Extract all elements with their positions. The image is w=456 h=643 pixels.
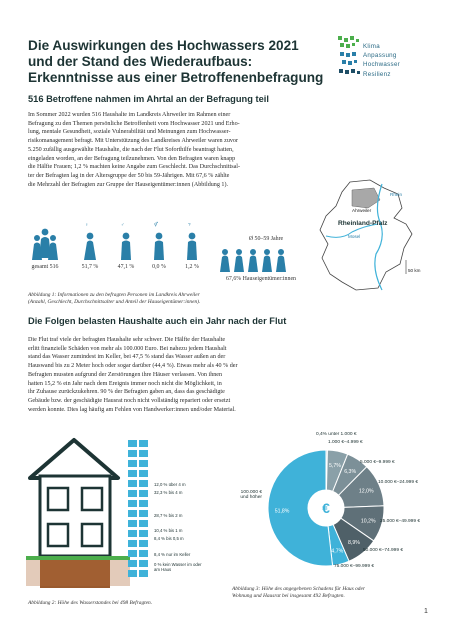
rheinland-pfalz-map <box>312 178 432 296</box>
stat-diverse: 0,0 % <box>152 264 166 270</box>
caption-line: Abbildung 1: Informationen zu den befragten Personen im Landkreis Ahrweiler <box>28 292 200 298</box>
text-line: Im Sommer 2022 wurden 516 Haushalte im Landkreis Ahrweiler im Rahmen einer <box>28 112 231 118</box>
pie-value-label: 4,7% <box>331 548 344 555</box>
age-label: Ø 50–59 Jahre <box>248 236 284 242</box>
euro-icon: € <box>322 500 330 516</box>
pie-value-label: 6,3% <box>344 469 357 476</box>
pie-value-label: 8,9% <box>348 539 360 546</box>
stat-unknown: 1,2 % <box>185 264 199 270</box>
ground-soil <box>26 560 130 586</box>
stat-male: 47,1 % <box>117 264 135 270</box>
caption-line: Abbildung 3: Höhe des angegebenen Schadens für Haus oder <box>232 586 365 592</box>
text-line: Befragung zu den Themen persönliche Betroffenheit vom Hochwasser 2021 und Erho- <box>28 120 240 127</box>
title-line-2: und der Stand des Wiederaufbaus: <box>28 54 253 69</box>
pie-value: 0,4% <box>316 432 327 437</box>
text-line: stand das Wasser zumindest im Keller, bei 47,5 % stand das Wasser außen an der <box>28 354 226 361</box>
diverse-person-icon <box>154 233 164 260</box>
text-line: eingeladen worden, an der Befragung teilzunehmen. Von den Befragten waren knapp <box>28 155 236 162</box>
level-label: 8,4 % nur im Keller <box>154 552 191 557</box>
ground-grass <box>26 556 130 560</box>
text-line: Hauswand bis zu 2 Meter hoch oder sogar darüber (44,4 %). Etwas mehr als 40 % der <box>28 363 238 370</box>
damage-donut-chart <box>258 432 448 582</box>
caption-line: Wohnung und Hausrat bei insgesamt 492 Befragten. <box>232 593 345 599</box>
text-line: werden konnte. Dies lag häufig am Fehlen von Handwerker:innen und/oder Material. <box>28 406 236 413</box>
text-line: die Hälfte Frauen; 1,2 % machten keine Angabe zum Geschlecht. Das Durchschnittsal- <box>28 164 241 171</box>
unknown-person-icon <box>187 233 197 260</box>
figure3-caption <box>232 586 432 600</box>
section-heading: 516 Betroffene nahmen im Ahrtal an der Befragung teil <box>28 94 269 104</box>
caption-line: (Anzahl, Geschlecht, Durchschnittsalter und Anteil der Hauseigentümer:innen). <box>28 299 201 305</box>
text-line: ihr Zuhause zurückzukehren. 90 % der Befragten gaben an, dass das geschädigte <box>28 389 225 396</box>
section-heading: Die Folgen belasten Haushalte auch ein Jahr nach der Flut <box>28 316 287 326</box>
map-label-mosel: Mosel <box>348 234 361 239</box>
map-label-ahrweiler: Ahrweiler <box>352 208 372 213</box>
pie-category-label: 10.000 €–24.999 € <box>378 480 419 485</box>
pie-value-label: 5,7% <box>329 462 341 469</box>
pie-category-label <box>316 432 357 437</box>
text-line: ter der Befragten lag in der Altersgruppe der 50 bis 59-Jährigen. Mit 67,6 % zählte <box>28 172 230 179</box>
section-paragraph <box>28 336 426 414</box>
house-illustration <box>26 436 130 596</box>
level-label: 10,4 % bis 1 m <box>154 528 183 533</box>
level-label: 12,0 % über 4 m <box>154 482 186 487</box>
title-line-1: Die Auswirkungen des Hochwassers 2021 <box>28 38 299 53</box>
level-label: 0 % kein Wasser im oder am Haus <box>154 562 202 572</box>
group-person-icon <box>32 229 58 260</box>
text-line: Gebäude bzw. der geschädigte Hausrat noch nicht vollständig repariert oder ersetzt <box>28 397 231 404</box>
pie-category-label: 1.000 €–4.999 € <box>328 440 363 445</box>
title-line-3: Erkenntnisse aus einer Betroffenenbefragung <box>28 70 324 85</box>
water-level-scale <box>126 438 152 588</box>
text-line: risikomanagement befragt. Mit Unterstützung des Landkreises Ahrweiler waren zuvor <box>28 138 238 145</box>
page-title <box>28 38 328 86</box>
people-icons <box>28 218 228 262</box>
text-line: hatten 15,2 % ein Jahr nach dem Ereignis immer noch nicht die Möglichkeit, in <box>28 380 222 387</box>
pie-category-label: 75.000 €–99.999 € <box>334 564 375 569</box>
figure1-caption <box>28 292 308 306</box>
text-line: 5.250 zufällig ausgewählte Haushalte, die nach der Flut Soforthilfe beantragt hatten, <box>28 146 234 153</box>
stat-total: gesamt 516 <box>31 264 59 270</box>
female-person-icon <box>84 233 96 260</box>
male-person-icon <box>121 233 131 260</box>
logo-word: Resilienz <box>363 70 391 78</box>
logo-word: Klima <box>363 43 380 50</box>
text-line: lung, mentale Gesundheit, soziale Vulnerabilität und Meinungen zum Hochwasser- <box>28 129 231 136</box>
pie-category-label: 5.000 €–9.999 € <box>360 460 395 465</box>
level-label: 8,4 % bis 0,5 m <box>154 536 184 541</box>
map-label-region: Rheinland-Pfalz <box>338 220 388 227</box>
map-scale-label: 50 km <box>408 268 421 273</box>
pie-category-label: 25.000 €–49.999 € <box>380 519 421 524</box>
logo-word: Hochwasser <box>363 61 401 69</box>
owner-label: 67,6% Hauseigentümer:innen <box>225 276 296 282</box>
page-number: 1 <box>424 608 428 615</box>
pie-value-label: 10,2% <box>360 518 376 525</box>
figure2-caption: Abbildung 2: Höhe des Wasserstandes bei 498 Befragten. <box>28 600 153 606</box>
text-line: Befragten mussten aufgrund der Zerstörungen ihre Häuser verlassen. Von ihnen <box>28 371 223 378</box>
diverse-symbol-icon: ⚥ <box>154 222 159 227</box>
owner-people-icon <box>217 244 297 274</box>
male-symbol-icon: ♂ <box>121 222 125 227</box>
pie-category: unter 1.000 € <box>328 432 357 437</box>
level-label: 32,3 % bis 4 m <box>154 490 183 495</box>
female-symbol-icon: ♀ <box>85 222 89 227</box>
pie-value-label: 51,8% <box>274 508 290 515</box>
level-label: 28,7 % bis 2 m <box>154 513 183 518</box>
text-line: erlitt finanzielle Schäden von mehr als 100.000 Euro. Bei nahezu jedem Haushalt <box>28 345 227 352</box>
pie-value-label: 12,0% <box>358 488 374 495</box>
unknown-symbol-icon: ? <box>188 222 191 227</box>
pie-category-label: 50.000 €–74.999 € <box>363 548 404 553</box>
house-roof <box>30 440 118 478</box>
text-line: Die Flut traf viele der befragten Haushalte sehr schwer. Die Hälfte der Haushalte <box>28 337 226 343</box>
logo-text <box>363 42 400 79</box>
stat-female: 51,7 % <box>81 264 99 270</box>
text-line: die Mehrzahl der Befragten zur Gruppe der Hauseigentümer:innen (Abbildung 1). <box>28 181 229 188</box>
map-label-rhein: Rhein <box>390 192 403 197</box>
logo-word: Anpassung <box>363 52 397 60</box>
pie-category-label: 100.000 € und höher <box>240 490 262 500</box>
